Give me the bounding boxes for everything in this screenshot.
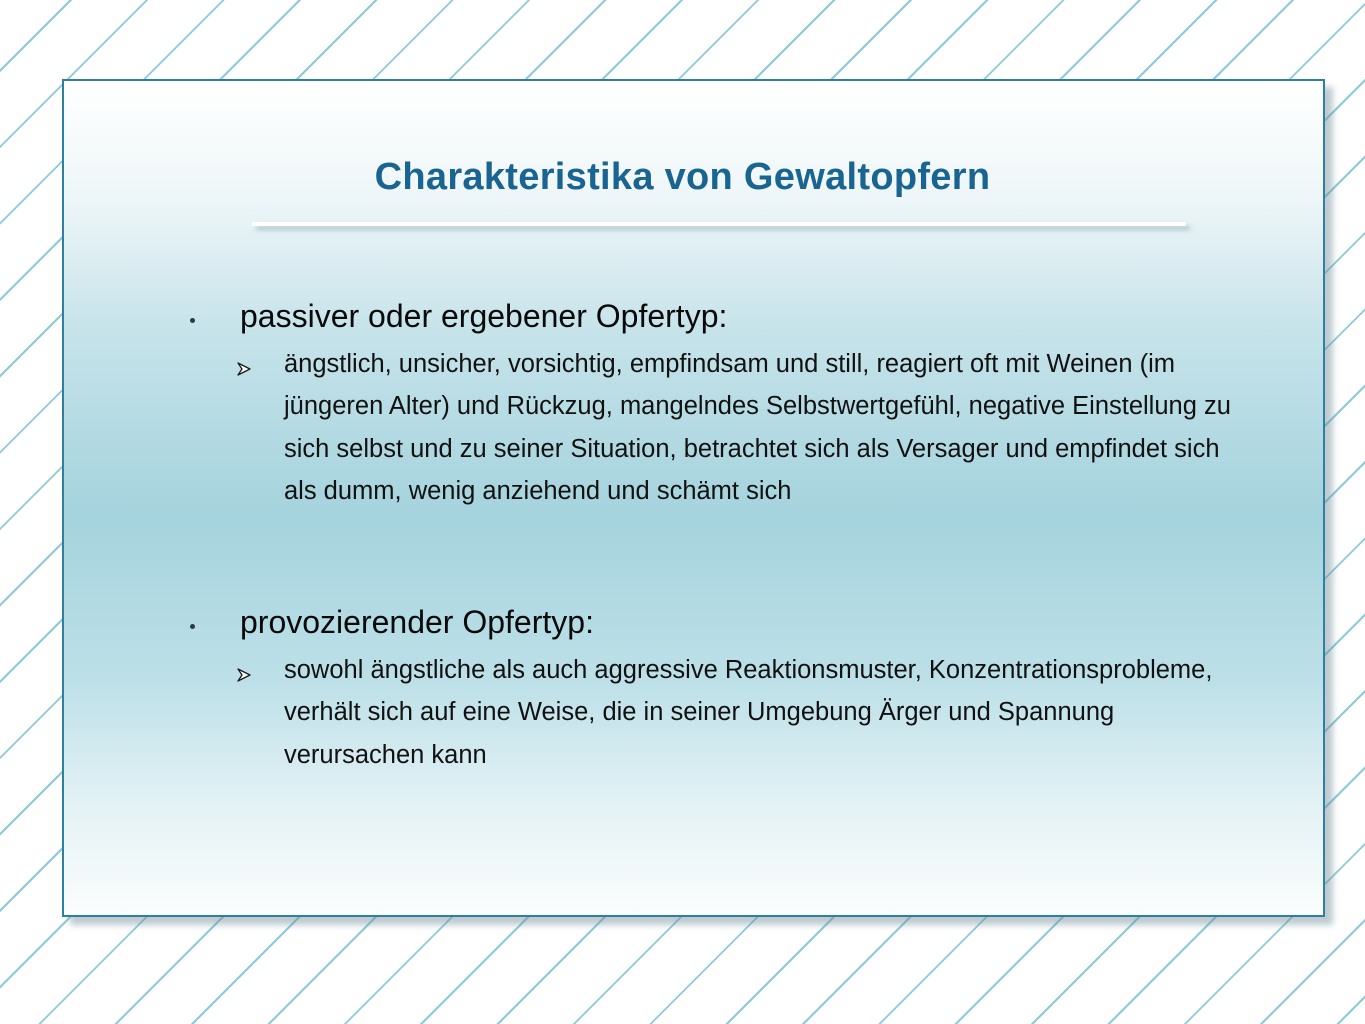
arrow-bullet-icon (236, 362, 252, 376)
bullet-detail: sowohl ängstliche als auch aggressive Reaktionsmuster, Konzentrationsprobleme, verhält sich auf eine Weise, die in seiner Umgebung Ärger und Spannung verursachen kann (284, 656, 1213, 769)
bullet-detail: ängstlich, unsicher, vorsichtig, empfindsam und still, reagiert oft mit Weinen (im jüngeren Alter) und Rückzug, mangelndes Selbstwertgefühl, negative Einstellung zu sich selbst und zu seiner Situation, betrachtet sich als Versager und empfindet sich als dumm, wenig anziehend und schämt sich (284, 350, 1231, 505)
arrow-bullet-icon (236, 668, 252, 682)
title-divider (252, 222, 1186, 226)
bullet-heading: passiver oder ergebener Opfertyp: (240, 298, 728, 334)
dot-bullet-icon (190, 624, 195, 629)
bullet-heading: provozierender Opfertyp: (240, 604, 594, 640)
dot-bullet-icon (190, 318, 195, 323)
slide-title: Charakteristika von Gewaltopfern (374, 156, 991, 198)
